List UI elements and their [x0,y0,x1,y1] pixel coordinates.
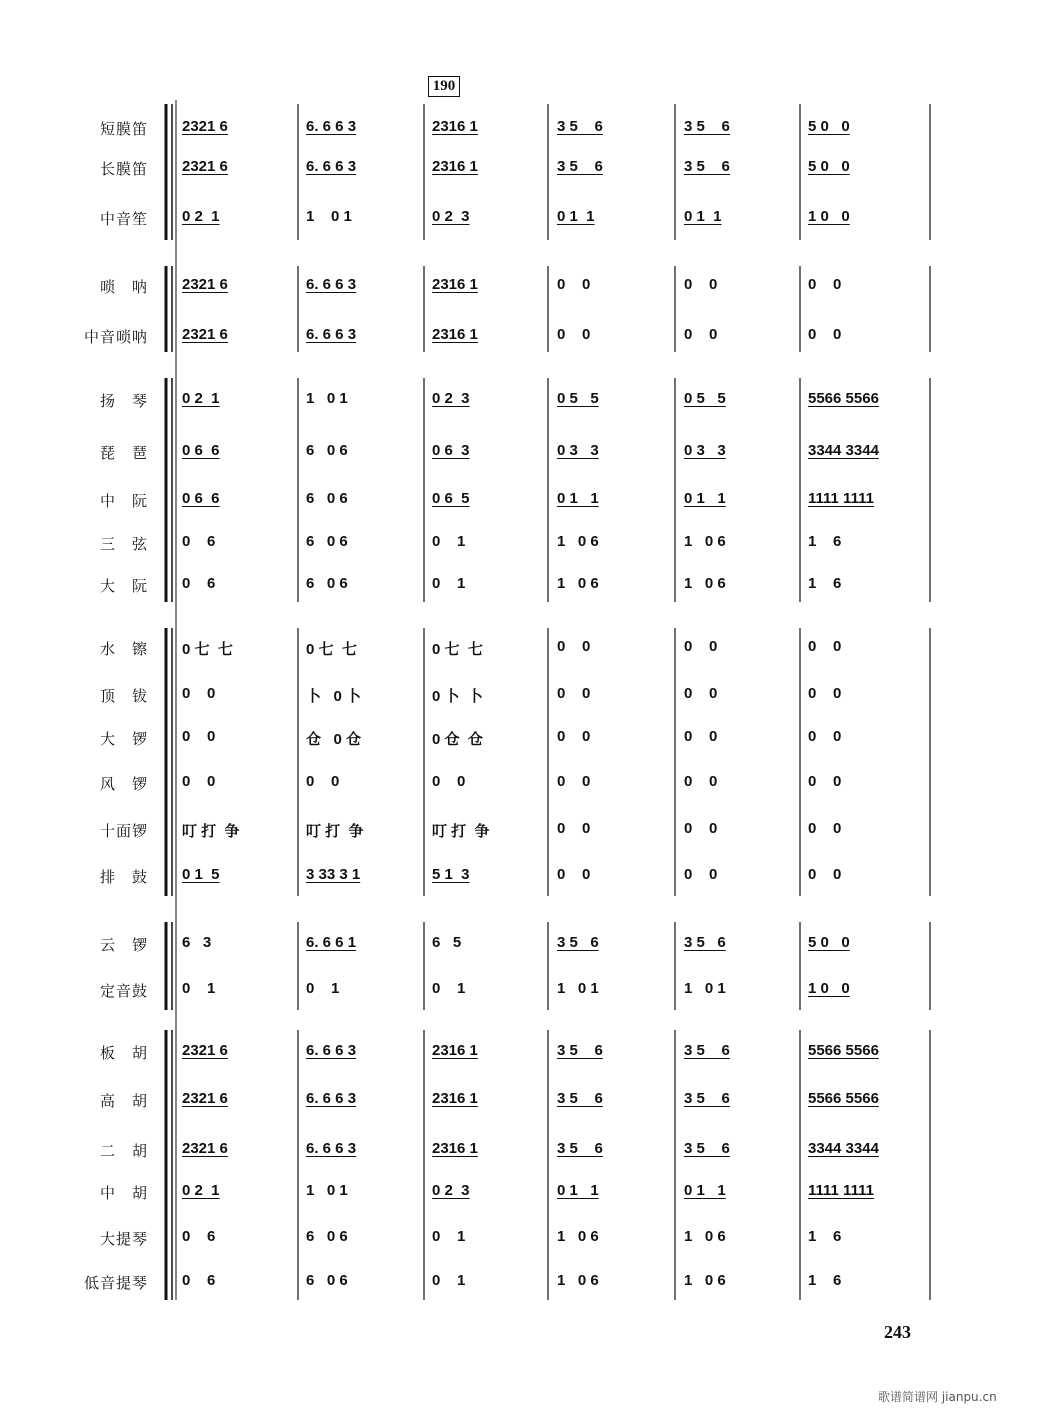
measure-cell: 0 0 [306,773,340,790]
measure-cell: 0 0 [557,685,591,702]
measure-cell: 3 5 6 [557,1090,603,1107]
measure-cell: 1 6 [808,533,842,550]
instrument-label: 三 弦 [99,535,148,553]
measure-cell: 0 1 [432,575,466,592]
measure-cell: 6 3 [182,934,212,951]
measure-cell: 0 1 [432,533,466,550]
instrument-label: 顶 钹 [99,687,148,705]
measure-cell: 6. 6 6 3 [306,326,357,343]
measure-cell: 3 5 6 [557,1042,603,1059]
measure-cell: 0 0 [684,728,718,745]
measure-cell: 0 0 [684,820,718,837]
measure-cell: 1 6 [808,1272,842,1289]
measure-cell: 0 0 [432,773,466,790]
instrument-label: 中音唢呐 [83,328,148,346]
measure-cell: 3 5 6 [557,158,603,175]
measure-cell: 6. 6 6 3 [306,118,357,135]
measure-cell: 2321 6 [182,118,228,135]
measure-cell: 0 3 3 [684,442,726,459]
measure-cell: 6 0 6 [306,442,348,459]
measure-cell: 0 1 [182,980,216,997]
measure-cell: 1 0 0 [808,980,850,997]
measure-cell: 3 5 6 [684,934,726,951]
instrument-label: 板 胡 [99,1044,148,1062]
measure-cell: 3 5 6 [684,1042,730,1059]
measure-cell: 0 1 [432,1272,466,1289]
measure-cell: 0 0 [808,866,842,883]
measure-cell: 1111 1111 [808,490,874,507]
measure-cell: 5 0 0 [808,158,850,175]
measure-cell: 0 1 1 [684,208,722,225]
measure-cell: 1 0 6 [557,1272,599,1289]
measure-cell: 6 0 6 [306,490,348,507]
measure-cell: 0 6 [182,533,216,550]
measure-cell: 0 0 [684,276,718,293]
measure-cell: 0 6 3 [432,442,470,459]
instrument-label: 长膜笛 [99,160,148,178]
measure-cell: 2316 1 [432,1140,478,1157]
measure-cell: 0 卜 卜 [432,688,483,705]
watermark: 歌谱简谱网 jianpu.cn [878,1390,997,1404]
measure-cell: 0 0 [684,326,718,343]
measure-cell: 2321 6 [182,276,228,293]
measure-cell: 6. 6 6 3 [306,1140,357,1157]
measure-cell: 0 仓 仓 [432,731,483,748]
measure-cell: 0 0 [182,728,216,745]
measure-cell: 1111 1111 [808,1182,874,1199]
measure-cell: 0 2 1 [182,390,220,407]
instrument-label: 低音提琴 [83,1274,148,1292]
measure-cell: 2316 1 [432,1090,478,1107]
measure-cell: 0 0 [808,638,842,655]
instrument-label: 短膜笛 [99,120,148,138]
measure-cell: 0 2 3 [432,390,470,407]
measure-cell: 0 0 [182,685,216,702]
measure-cell: 1 6 [808,575,842,592]
measure-cell: 6 0 6 [306,533,348,550]
measure-cell: 3344 3344 [808,1140,879,1157]
measure-cell: 1 0 1 [684,980,726,997]
measure-cell: 1 0 6 [684,1228,726,1245]
measure-cell: 0 0 [557,326,591,343]
measure-cell: 0 0 [557,820,591,837]
instrument-label: 扬 琴 [99,392,148,410]
measure-cell: 2321 6 [182,1140,228,1157]
measure-cell: 5566 5566 [808,390,879,407]
measure-cell: 0 0 [557,276,591,293]
measure-cell: 0 6 5 [432,490,470,507]
measure-cell: 3 5 6 [684,118,730,135]
measure-cell: 0 0 [684,638,718,655]
measure-cell: 3 5 6 [684,158,730,175]
measure-cell: 1 0 1 [306,1182,348,1199]
measure-cell: 0 6 [182,1272,216,1289]
instrument-label: 中 阮 [99,492,148,510]
measure-cell: 3 5 6 [684,1140,730,1157]
measure-cell: 0 6 6 [182,490,220,507]
measure-cell: 0 1 1 [684,1182,726,1199]
measure-cell: 3 5 6 [557,1140,603,1157]
measure-cell: 0 0 [684,685,718,702]
measure-cell: 0 2 1 [182,208,220,225]
measure-cell: 0 1 1 [557,1182,599,1199]
measure-cell: 6 0 6 [306,1228,348,1245]
measure-cell: 0 6 6 [182,442,220,459]
measure-cell: 3344 3344 [808,442,879,459]
measure-cell: 1 0 6 [557,1228,599,1245]
measure-cell: 叮 打 争 [432,823,490,840]
measure-cell: 0 2 3 [432,1182,470,1199]
instrument-label: 水 镲 [99,640,148,658]
measure-cell: 0 0 [557,773,591,790]
measure-cell: 2316 1 [432,276,478,293]
measure-cell: 1 0 1 [306,390,348,407]
measure-cell: 0 1 1 [557,490,599,507]
measure-cell: 5566 5566 [808,1090,879,1107]
measure-cell: 0 0 [808,685,842,702]
measure-cell: 2316 1 [432,1042,478,1059]
measure-cell: 0 1 [432,980,466,997]
measure-cell: 2316 1 [432,326,478,343]
instrument-label: 唢 呐 [99,278,148,296]
measure-cell: 5 1 3 [432,866,470,883]
measure-cell: 0 0 [557,728,591,745]
measure-cell: 0 0 [808,728,842,745]
measure-cell: 0 0 [808,326,842,343]
measure-cell: 6. 6 6 3 [306,158,357,175]
measure-cell: 6. 6 6 3 [306,1042,357,1059]
measure-cell: 卜 0 卜 [306,688,362,705]
measure-cell: 2321 6 [182,1090,228,1107]
measure-cell: 0 2 3 [432,208,470,225]
measure-cell: 6 0 6 [306,575,348,592]
measure-cell: 3 33 3 1 [306,866,361,883]
measure-cell: 0 1 5 [182,866,220,883]
measure-cell: 0 0 [557,866,591,883]
measure-cell: 0 0 [808,820,842,837]
measure-cell: 0 0 [182,773,216,790]
measure-cell: 2321 6 [182,1042,228,1059]
measure-cell: 2321 6 [182,326,228,343]
instrument-label: 高 胡 [99,1092,148,1110]
measure-cell: 6 5 [432,934,462,951]
measure-cell: 6. 6 6 3 [306,1090,357,1107]
measure-cell: 0 1 1 [684,490,726,507]
instrument-label: 定音鼓 [99,982,148,1000]
measure-cell: 0 七 七 [182,641,233,658]
measure-cell: 1 0 6 [557,533,599,550]
instrument-label: 云 锣 [99,936,148,954]
measure-cell: 1 0 6 [557,575,599,592]
measure-cell: 3 5 6 [557,118,603,135]
instrument-label: 十面锣 [99,822,148,840]
measure-cell: 0 1 [432,1228,466,1245]
measure-cell: 6 0 6 [306,1272,348,1289]
measure-cell: 仓 0 仓 [306,731,362,748]
measure-cell: 2316 1 [432,158,478,175]
instrument-label: 二 胡 [99,1142,148,1160]
measure-cell: 1 0 0 [808,208,850,225]
instrument-label: 排 鼓 [99,868,148,886]
measure-cell: 0 七 七 [306,641,357,658]
measure-cell: 2321 6 [182,158,228,175]
measure-cell: 6. 6 6 3 [306,276,357,293]
measure-cell: 3 5 6 [557,934,599,951]
measure-cell: 0 5 5 [557,390,599,407]
measure-cell: 1 0 1 [306,208,352,225]
measure-cell: 1 6 [808,1228,842,1245]
measure-cell: 0 0 [684,773,718,790]
measure-cell: 0 0 [684,866,718,883]
measure-cell: 0 5 5 [684,390,726,407]
measure-cell: 5566 5566 [808,1042,879,1059]
measure-cell: 0 0 [557,638,591,655]
measure-cell: 0 七 七 [432,641,483,658]
instrument-label: 大 锣 [99,730,148,748]
measure-cell: 0 1 [306,980,340,997]
instrument-label: 琵 琶 [99,444,148,462]
measure-cell: 1 0 6 [684,533,726,550]
rehearsal-mark: 190 [428,76,460,97]
measure-cell: 3 5 6 [684,1090,730,1107]
measure-cell: 6. 6 6 1 [306,934,357,951]
measure-cell: 0 0 [808,276,842,293]
measure-cell: 0 6 [182,575,216,592]
instrument-label: 中 胡 [99,1184,148,1202]
measure-cell: 0 0 [808,773,842,790]
measure-cell: 5 0 0 [808,934,850,951]
measure-cell: 1 0 1 [557,980,599,997]
instrument-label: 风 锣 [99,775,148,793]
measure-cell: 0 2 1 [182,1182,220,1199]
measure-cell: 1 0 6 [684,1272,726,1289]
measure-cell: 5 0 0 [808,118,850,135]
page-number: 243 [884,1322,911,1342]
measure-cell: 叮 打 争 [306,823,364,840]
measure-cell: 叮 打 争 [182,823,240,840]
measure-cell: 2316 1 [432,118,478,135]
measure-cell: 0 3 3 [557,442,599,459]
measure-cell: 1 0 6 [684,575,726,592]
measure-cell: 0 6 [182,1228,216,1245]
measure-cell: 0 1 1 [557,208,595,225]
instrument-label: 大 阮 [99,577,148,595]
instrument-label: 大提琴 [99,1230,148,1248]
instrument-label: 中音笙 [99,210,148,228]
